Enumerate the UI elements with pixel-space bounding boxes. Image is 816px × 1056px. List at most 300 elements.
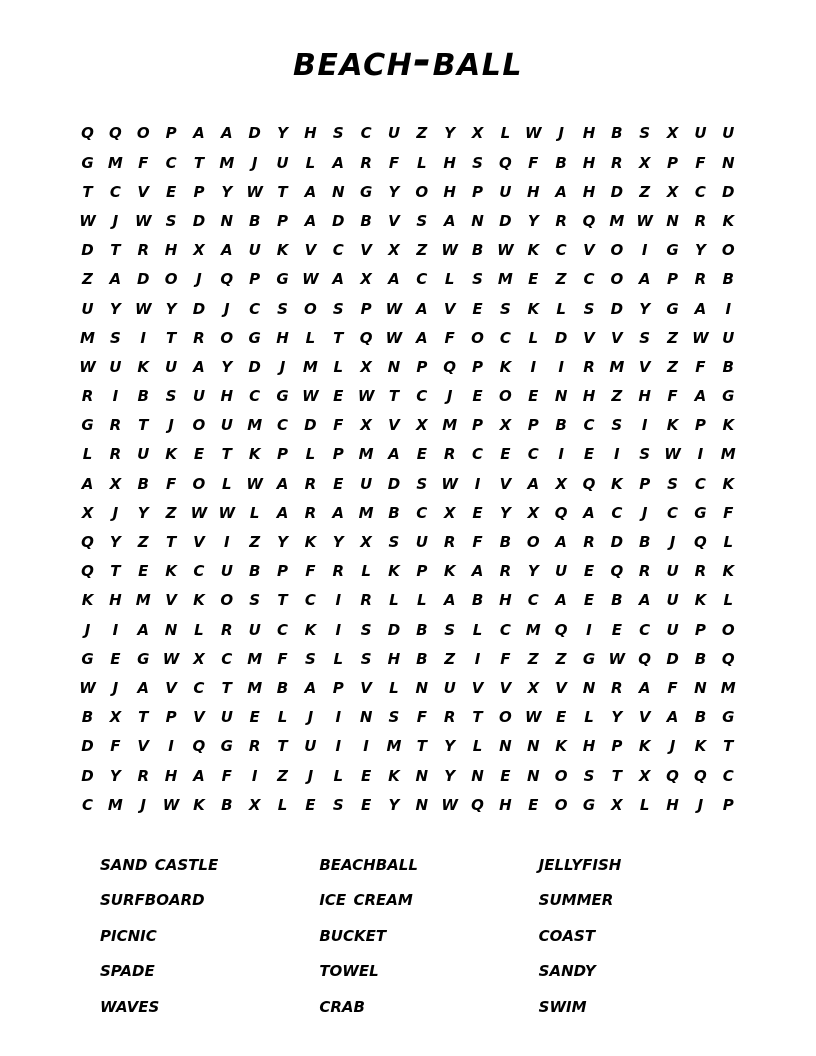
grid-cell[interactable]: A — [388, 270, 400, 289]
grid-cell[interactable]: Q — [359, 328, 373, 347]
grid-cell[interactable]: N — [499, 737, 512, 756]
grid-cell[interactable]: N — [582, 678, 596, 697]
grid-cell[interactable]: A — [471, 562, 484, 581]
grid-cell[interactable]: U — [276, 153, 289, 172]
grid-cell[interactable]: B — [388, 503, 400, 522]
grid-cell[interactable]: G — [582, 649, 596, 668]
word-list-item[interactable]: swim — [538, 992, 587, 1017]
grid-cell[interactable]: P — [332, 678, 344, 697]
grid-cell[interactable]: H — [582, 124, 596, 143]
grid-cell[interactable]: V — [360, 678, 372, 697]
grid-cell[interactable]: A — [193, 766, 205, 785]
grid-cell[interactable]: V — [583, 241, 595, 260]
grid-cell[interactable]: M — [247, 416, 263, 435]
grid-cell[interactable]: D — [192, 211, 206, 230]
grid-cell[interactable]: Y — [444, 124, 456, 143]
grid-cell[interactable]: K — [527, 299, 540, 318]
grid-cell[interactable]: S — [277, 299, 288, 318]
grid-cell[interactable]: T — [723, 737, 734, 756]
grid-cell[interactable]: D — [666, 649, 679, 668]
grid-cell[interactable]: W — [134, 299, 152, 318]
grid-cell[interactable]: A — [332, 153, 345, 172]
grid-cell[interactable]: C — [583, 416, 595, 435]
grid-cell[interactable]: R — [694, 270, 707, 289]
word-list-item[interactable]: crab — [319, 992, 365, 1017]
grid-cell[interactable]: K — [388, 766, 400, 785]
grid-cell[interactable]: F — [110, 737, 121, 756]
grid-cell[interactable]: X — [666, 124, 679, 143]
grid-cell[interactable]: B — [611, 124, 623, 143]
grid-cell[interactable]: P — [193, 182, 205, 201]
grid-cell[interactable]: P — [277, 445, 289, 464]
grid-cell[interactable]: I — [725, 299, 732, 318]
grid-cell[interactable]: F — [667, 678, 678, 697]
grid-cell[interactable]: K — [694, 737, 707, 756]
grid-cell[interactable]: I — [363, 737, 369, 756]
grid-cell[interactable]: I — [558, 445, 564, 464]
grid-cell[interactable]: R — [694, 211, 707, 230]
grid-cell[interactable]: R — [694, 562, 707, 581]
grid-cell[interactable]: M — [442, 416, 458, 435]
grid-cell[interactable]: C — [499, 620, 511, 639]
grid-cell[interactable]: U — [164, 357, 178, 376]
grid-cell[interactable]: V — [388, 211, 400, 230]
grid-cell[interactable]: T — [138, 708, 149, 727]
word-list-item[interactable]: sandy — [538, 957, 596, 982]
grid-cell[interactable]: W — [497, 241, 514, 260]
grid-cell[interactable]: L — [333, 766, 344, 785]
grid-cell[interactable]: O — [220, 591, 234, 610]
grid-cell[interactable]: B — [722, 357, 734, 376]
grid-cell[interactable]: J — [112, 678, 119, 697]
grid-cell[interactable]: X — [109, 474, 122, 493]
grid-cell[interactable]: Y — [527, 562, 539, 581]
grid-cell[interactable]: I — [697, 445, 704, 464]
grid-cell[interactable]: Z — [444, 649, 456, 668]
grid-cell[interactable]: Q — [610, 562, 624, 581]
grid-cell[interactable]: Q — [471, 795, 484, 814]
grid-cell[interactable]: V — [499, 678, 512, 697]
word-list-item[interactable]: sand castle — [100, 850, 219, 875]
grid-cell[interactable]: K — [165, 562, 177, 581]
grid-cell[interactable]: S — [583, 299, 595, 318]
grid-cell[interactable]: T — [165, 533, 177, 552]
grid-cell[interactable]: T — [277, 182, 288, 201]
grid-cell[interactable]: N — [554, 387, 568, 406]
grid-cell[interactable]: K — [722, 562, 735, 581]
grid-cell[interactable]: W — [385, 299, 403, 318]
grid-cell[interactable]: N — [359, 708, 373, 727]
grid-cell[interactable]: S — [583, 766, 595, 785]
grid-cell[interactable]: F — [388, 153, 400, 172]
grid-cell[interactable]: U — [415, 533, 428, 552]
grid-cell[interactable]: M — [358, 445, 374, 464]
grid-cell[interactable]: M — [609, 211, 625, 230]
grid-cell[interactable]: A — [220, 124, 233, 143]
grid-cell[interactable]: Y — [527, 211, 539, 230]
grid-cell[interactable]: N — [415, 678, 429, 697]
grid-cell[interactable]: R — [583, 533, 595, 552]
grid-cell[interactable]: X — [81, 503, 94, 522]
grid-cell[interactable]: P — [360, 299, 372, 318]
grid-cell[interactable]: A — [416, 299, 428, 318]
grid-cell[interactable]: U — [666, 591, 679, 610]
grid-cell[interactable]: J — [112, 211, 119, 230]
grid-cell[interactable]: R — [109, 416, 122, 435]
word-list-item[interactable]: bucket — [319, 921, 387, 946]
grid-cell[interactable]: R — [137, 241, 149, 260]
grid-cell[interactable]: M — [107, 153, 123, 172]
grid-cell[interactable]: A — [388, 445, 400, 464]
grid-cell[interactable]: O — [192, 416, 206, 435]
grid-cell[interactable]: I — [558, 357, 564, 376]
grid-cell[interactable]: A — [332, 270, 345, 289]
grid-cell[interactable]: E — [528, 795, 539, 814]
grid-cell[interactable]: X — [443, 503, 456, 522]
grid-cell[interactable]: Z — [555, 270, 567, 289]
grid-cell[interactable]: S — [639, 445, 651, 464]
grid-cell[interactable]: P — [472, 357, 484, 376]
grid-cell[interactable]: Q — [554, 503, 568, 522]
grid-cell[interactable]: M — [358, 503, 374, 522]
grid-cell[interactable]: J — [279, 357, 286, 376]
grid-cell[interactable]: L — [305, 328, 316, 347]
grid-cell[interactable]: L — [389, 678, 399, 697]
grid-cell[interactable]: P — [527, 416, 539, 435]
grid-cell[interactable]: S — [499, 299, 511, 318]
grid-cell[interactable]: C — [193, 562, 205, 581]
grid-cell[interactable]: L — [417, 153, 427, 172]
grid-cell[interactable]: R — [499, 562, 512, 581]
grid-cell[interactable]: K — [388, 562, 400, 581]
grid-cell[interactable]: P — [165, 124, 177, 143]
grid-cell[interactable]: C — [277, 416, 289, 435]
grid-cell[interactable]: M — [525, 620, 541, 639]
grid-cell[interactable]: S — [360, 649, 372, 668]
grid-cell[interactable]: Z — [667, 328, 678, 347]
grid-cell[interactable]: E — [333, 387, 344, 406]
grid-cell[interactable]: D — [554, 328, 568, 347]
grid-cell[interactable]: Q — [108, 124, 122, 143]
grid-cell[interactable]: U — [555, 562, 568, 581]
grid-cell[interactable]: U — [666, 562, 679, 581]
grid-cell[interactable]: U — [387, 124, 401, 143]
grid-cell[interactable]: W — [162, 649, 180, 668]
grid-cell[interactable]: Y — [444, 766, 456, 785]
grid-cell[interactable]: U — [220, 416, 233, 435]
grid-cell[interactable]: V — [360, 241, 372, 260]
grid-cell[interactable]: B — [694, 649, 707, 668]
grid-cell[interactable]: V — [555, 678, 567, 697]
grid-cell[interactable]: X — [527, 678, 540, 697]
grid-cell[interactable]: B — [221, 795, 233, 814]
grid-cell[interactable]: H — [164, 241, 178, 260]
grid-cell[interactable]: U — [220, 708, 233, 727]
grid-cell[interactable]: M — [720, 445, 736, 464]
grid-cell[interactable]: T — [165, 328, 177, 347]
grid-cell[interactable]: Y — [499, 503, 511, 522]
grid-cell[interactable]: G — [666, 241, 679, 260]
grid-cell[interactable]: S — [249, 591, 261, 610]
grid-cell[interactable]: F — [667, 387, 678, 406]
grid-cell[interactable]: U — [192, 387, 206, 406]
grid-cell[interactable]: Z — [611, 387, 623, 406]
grid-cell[interactable]: R — [304, 474, 317, 493]
grid-cell[interactable]: T — [416, 737, 427, 756]
grid-cell[interactable]: X — [360, 416, 372, 435]
grid-cell[interactable]: Q — [666, 766, 679, 785]
grid-cell[interactable]: K — [193, 795, 205, 814]
grid-cell[interactable]: K — [81, 591, 94, 610]
grid-cell[interactable]: U — [220, 562, 233, 581]
grid-cell[interactable]: S — [416, 211, 428, 230]
grid-cell[interactable]: D — [332, 211, 345, 230]
word-list-item[interactable]: jellyfish — [538, 850, 622, 875]
grid-cell[interactable]: C — [583, 270, 595, 289]
grid-cell[interactable]: V — [165, 591, 177, 610]
grid-cell[interactable]: F — [333, 416, 344, 435]
grid-cell[interactable]: B — [137, 474, 149, 493]
grid-cell[interactable]: M — [609, 357, 625, 376]
grid-cell[interactable]: K — [722, 416, 735, 435]
grid-cell[interactable]: X — [248, 795, 261, 814]
grid-cell[interactable]: L — [361, 562, 371, 581]
grid-cell[interactable]: J — [84, 620, 91, 639]
grid-cell[interactable]: H — [164, 766, 178, 785]
grid-cell[interactable]: N — [415, 766, 429, 785]
grid-cell[interactable]: Q — [721, 649, 735, 668]
grid-cell[interactable]: A — [416, 328, 428, 347]
grid-cell[interactable]: C — [639, 620, 651, 639]
grid-cell[interactable]: C — [555, 241, 567, 260]
grid-cell[interactable]: N — [331, 182, 345, 201]
grid-cell[interactable]: Z — [416, 241, 428, 260]
grid-cell[interactable]: Q — [192, 737, 206, 756]
grid-cell[interactable]: L — [444, 270, 455, 289]
grid-cell[interactable]: R — [638, 562, 651, 581]
grid-cell[interactable]: H — [304, 124, 317, 143]
grid-cell[interactable]: A — [193, 357, 205, 376]
grid-cell[interactable]: H — [109, 591, 122, 610]
grid-cell[interactable]: G — [722, 387, 735, 406]
grid-cell[interactable]: Y — [277, 533, 288, 552]
grid-cell[interactable]: D — [81, 737, 94, 756]
grid-cell[interactable]: J — [669, 533, 676, 552]
grid-cell[interactable]: H — [638, 387, 651, 406]
grid-cell[interactable]: R — [360, 591, 372, 610]
grid-cell[interactable]: V — [193, 533, 205, 552]
grid-cell[interactable]: Y — [388, 795, 400, 814]
grid-cell[interactable]: S — [611, 416, 623, 435]
grid-cell[interactable]: L — [194, 620, 204, 639]
grid-cell[interactable]: A — [555, 533, 567, 552]
grid-cell[interactable]: K — [722, 211, 735, 230]
grid-cell[interactable]: H — [582, 387, 596, 406]
grid-cell[interactable]: T — [110, 241, 121, 260]
grid-cell[interactable]: Z — [527, 649, 539, 668]
grid-cell[interactable]: M — [302, 357, 318, 376]
grid-cell[interactable]: A — [555, 182, 567, 201]
grid-cell[interactable]: K — [443, 562, 456, 581]
grid-cell[interactable]: S — [472, 270, 483, 289]
grid-cell[interactable]: R — [81, 387, 94, 406]
grid-cell[interactable]: S — [639, 328, 651, 347]
grid-cell[interactable]: N — [471, 211, 484, 230]
grid-cell[interactable]: V — [304, 241, 317, 260]
grid-cell[interactable]: K — [499, 357, 512, 376]
grid-cell[interactable]: X — [193, 649, 205, 668]
grid-cell[interactable]: P — [472, 416, 484, 435]
grid-cell[interactable]: R — [443, 533, 456, 552]
grid-cell[interactable]: W — [692, 328, 709, 347]
grid-cell[interactable]: K — [666, 416, 679, 435]
grid-cell[interactable]: O — [610, 270, 624, 289]
grid-cell[interactable]: Q — [582, 474, 596, 493]
grid-cell[interactable]: M — [720, 678, 736, 697]
grid-cell[interactable]: B — [611, 591, 623, 610]
grid-cell[interactable]: Y — [277, 124, 288, 143]
grid-cell[interactable]: O — [554, 766, 568, 785]
grid-cell[interactable]: N — [526, 766, 540, 785]
grid-cell[interactable]: A — [109, 270, 122, 289]
grid-cell[interactable]: Q — [582, 211, 596, 230]
grid-cell[interactable]: L — [417, 591, 427, 610]
grid-cell[interactable]: G — [666, 299, 679, 318]
grid-cell[interactable]: B — [248, 211, 261, 230]
grid-cell[interactable]: N — [471, 766, 484, 785]
grid-cell[interactable]: Y — [639, 299, 651, 318]
grid-cell[interactable]: X — [666, 182, 679, 201]
grid-cell[interactable]: U — [499, 182, 512, 201]
grid-cell[interactable]: B — [137, 387, 149, 406]
grid-cell[interactable]: E — [528, 270, 539, 289]
grid-cell[interactable]: V — [193, 708, 205, 727]
grid-cell[interactable]: W — [246, 182, 263, 201]
grid-cell[interactable]: N — [387, 357, 401, 376]
grid-cell[interactable]: P — [639, 474, 651, 493]
grid-cell[interactable]: A — [638, 270, 651, 289]
grid-cell[interactable]: P — [694, 620, 706, 639]
grid-cell[interactable]: X — [388, 241, 400, 260]
grid-cell[interactable]: E — [472, 503, 483, 522]
grid-cell[interactable]: R — [611, 153, 623, 172]
grid-cell[interactable]: W — [134, 211, 152, 230]
grid-cell[interactable]: I — [614, 445, 620, 464]
grid-cell[interactable]: T — [333, 328, 344, 347]
grid-cell[interactable]: P — [332, 445, 344, 464]
grid-cell[interactable]: M — [497, 270, 513, 289]
grid-cell[interactable]: T — [388, 387, 400, 406]
grid-cell[interactable]: I — [474, 474, 481, 493]
grid-cell[interactable]: J — [224, 299, 230, 318]
grid-cell[interactable]: B — [360, 211, 372, 230]
grid-cell[interactable]: R — [360, 153, 372, 172]
grid-cell[interactable]: F — [165, 474, 177, 493]
grid-cell[interactable]: A — [694, 299, 707, 318]
grid-cell[interactable]: Q — [638, 649, 652, 668]
grid-cell[interactable]: O — [192, 474, 206, 493]
grid-cell[interactable]: D — [136, 270, 150, 289]
grid-cell[interactable]: W — [636, 211, 653, 230]
grid-cell[interactable]: W — [79, 357, 96, 376]
grid-cell[interactable]: O — [220, 328, 234, 347]
grid-cell[interactable]: B — [555, 416, 567, 435]
grid-cell[interactable]: Z — [416, 124, 428, 143]
grid-cell[interactable]: H — [387, 649, 401, 668]
grid-cell[interactable]: I — [224, 533, 230, 552]
grid-cell[interactable]: A — [443, 591, 456, 610]
grid-cell[interactable]: G — [276, 270, 289, 289]
grid-cell[interactable]: E — [249, 708, 260, 727]
grid-cell[interactable]: Z — [667, 357, 678, 376]
grid-cell[interactable]: J — [196, 270, 202, 289]
grid-cell[interactable]: F — [472, 533, 483, 552]
grid-cell[interactable]: J — [641, 503, 648, 522]
grid-cell[interactable]: D — [610, 533, 624, 552]
grid-cell[interactable]: B — [694, 708, 707, 727]
grid-cell[interactable]: T — [221, 678, 232, 697]
grid-cell[interactable]: O — [415, 182, 429, 201]
grid-cell[interactable]: F — [138, 153, 149, 172]
grid-cell[interactable]: H — [582, 153, 596, 172]
grid-cell[interactable]: Z — [82, 270, 93, 289]
grid-cell[interactable]: Z — [555, 649, 567, 668]
grid-cell[interactable]: K — [527, 241, 540, 260]
grid-cell[interactable]: V — [583, 328, 595, 347]
grid-cell[interactable]: L — [723, 591, 734, 610]
grid-cell[interactable]: D — [387, 620, 401, 639]
grid-cell[interactable]: C — [694, 474, 706, 493]
grid-cell[interactable]: M — [80, 328, 95, 347]
grid-cell[interactable]: X — [527, 503, 540, 522]
grid-cell[interactable]: Q — [443, 357, 457, 376]
grid-cell[interactable]: I — [335, 620, 342, 639]
grid-cell[interactable]: X — [638, 766, 651, 785]
grid-cell[interactable]: H — [276, 328, 289, 347]
grid-cell[interactable]: G — [81, 649, 94, 668]
grid-cell[interactable]: W — [218, 503, 236, 522]
grid-cell[interactable]: S — [667, 474, 678, 493]
grid-cell[interactable]: R — [611, 678, 623, 697]
grid-cell[interactable]: G — [359, 182, 373, 201]
grid-cell[interactable]: K — [193, 591, 205, 610]
grid-cell[interactable]: I — [335, 591, 342, 610]
grid-cell[interactable]: X — [360, 270, 372, 289]
grid-cell[interactable]: C — [81, 795, 93, 814]
grid-cell[interactable]: A — [555, 591, 567, 610]
grid-cell[interactable]: X — [555, 474, 567, 493]
grid-cell[interactable]: O — [610, 241, 624, 260]
word-list-item[interactable]: ice cream — [319, 886, 413, 911]
grid-cell[interactable]: E — [360, 766, 372, 785]
grid-cell[interactable]: C — [694, 182, 706, 201]
grid-cell[interactable]: G — [248, 328, 261, 347]
grid-cell[interactable]: Q — [694, 766, 707, 785]
grid-cell[interactable]: E — [333, 474, 344, 493]
grid-cell[interactable]: U — [137, 445, 150, 464]
grid-cell[interactable]: T — [277, 591, 288, 610]
grid-cell[interactable]: R — [137, 766, 149, 785]
grid-cell[interactable]: A — [276, 474, 289, 493]
grid-cell[interactable]: B — [471, 591, 484, 610]
grid-cell[interactable]: H — [443, 153, 456, 172]
grid-cell[interactable]: L — [82, 445, 93, 464]
grid-cell[interactable]: O — [721, 241, 735, 260]
grid-cell[interactable]: W — [385, 328, 403, 347]
grid-cell[interactable]: O — [526, 533, 540, 552]
grid-cell[interactable]: J — [112, 503, 119, 522]
grid-cell[interactable]: B — [276, 678, 289, 697]
